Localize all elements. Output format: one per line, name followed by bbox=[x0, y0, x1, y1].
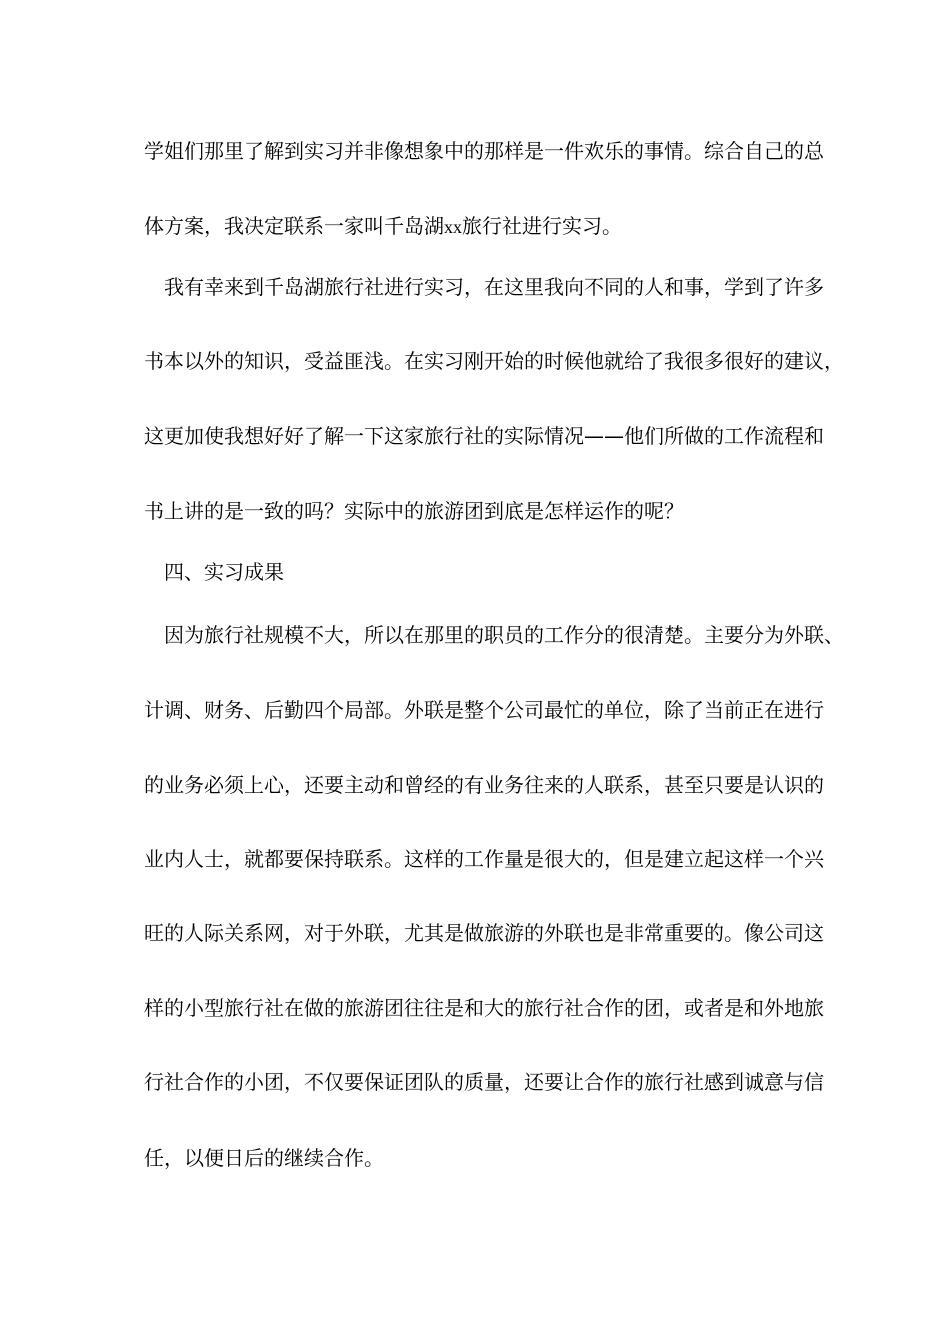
section-heading: 四、实习成果 bbox=[164, 560, 284, 584]
paragraph-line-14: 任，以便日后的继续合作。 bbox=[144, 1146, 384, 1170]
paragraph-line-5: 这更加使我想好好了解一下这家旅行社的实际情况——他们所做的工作流程和 bbox=[144, 424, 824, 448]
paragraph-line-4: 书本以外的知识，受益匪浅。在实习刚开始的时候他就给了我很多很好的建议， bbox=[144, 349, 844, 373]
line-2-text-start: 体方案，我决定联系一家叫千岛湖 bbox=[144, 214, 444, 238]
paragraph-line-7: 因为旅行社规模不大，所以在那里的职员的工作分的很清楚。主要分为外联、 bbox=[164, 623, 844, 647]
line-2-text-end: 旅行社进行实习。 bbox=[462, 214, 622, 238]
paragraph-line-1: 学姐们那里了解到实习并非像想象中的那样是一件欢乐的事情。综合自己的总 bbox=[144, 139, 824, 163]
paragraph-line-9: 的业务必须上心，还要主动和曾经的有业务往来的人联系，甚至只要是认识的 bbox=[144, 773, 824, 797]
placeholder-token: xx bbox=[444, 217, 462, 237]
paragraph-line-13: 行社合作的小团，不仅要保证团队的质量，还要让合作的旅行社感到诚意与信 bbox=[144, 1070, 824, 1094]
paragraph-line-6: 书上讲的是一致的吗？实际中的旅游团到底是怎样运作的呢？ bbox=[144, 499, 684, 523]
paragraph-line-12: 样的小型旅行社在做的旅游团往往是和大的旅行社合作的团，或者是和外地旅 bbox=[144, 996, 824, 1020]
paragraph-line-2 bbox=[144, 211, 824, 241]
paragraph-line-3: 我有幸来到千岛湖旅行社进行实习，在这里我向不同的人和事，学到了许多 bbox=[164, 275, 824, 299]
paragraph-line-8: 计调、财务、后勤四个局部。外联是整个公司最忙的单位，除了当前正在进行 bbox=[144, 698, 824, 722]
paragraph-line-11: 旺的人际关系网，对于外联，尤其是做旅游的外联也是非常重要的。像公司这 bbox=[144, 921, 824, 945]
paragraph-line-10: 业内人士，就都要保持联系。这样的工作量是很大的，但是建立起这样一个兴 bbox=[144, 847, 824, 871]
